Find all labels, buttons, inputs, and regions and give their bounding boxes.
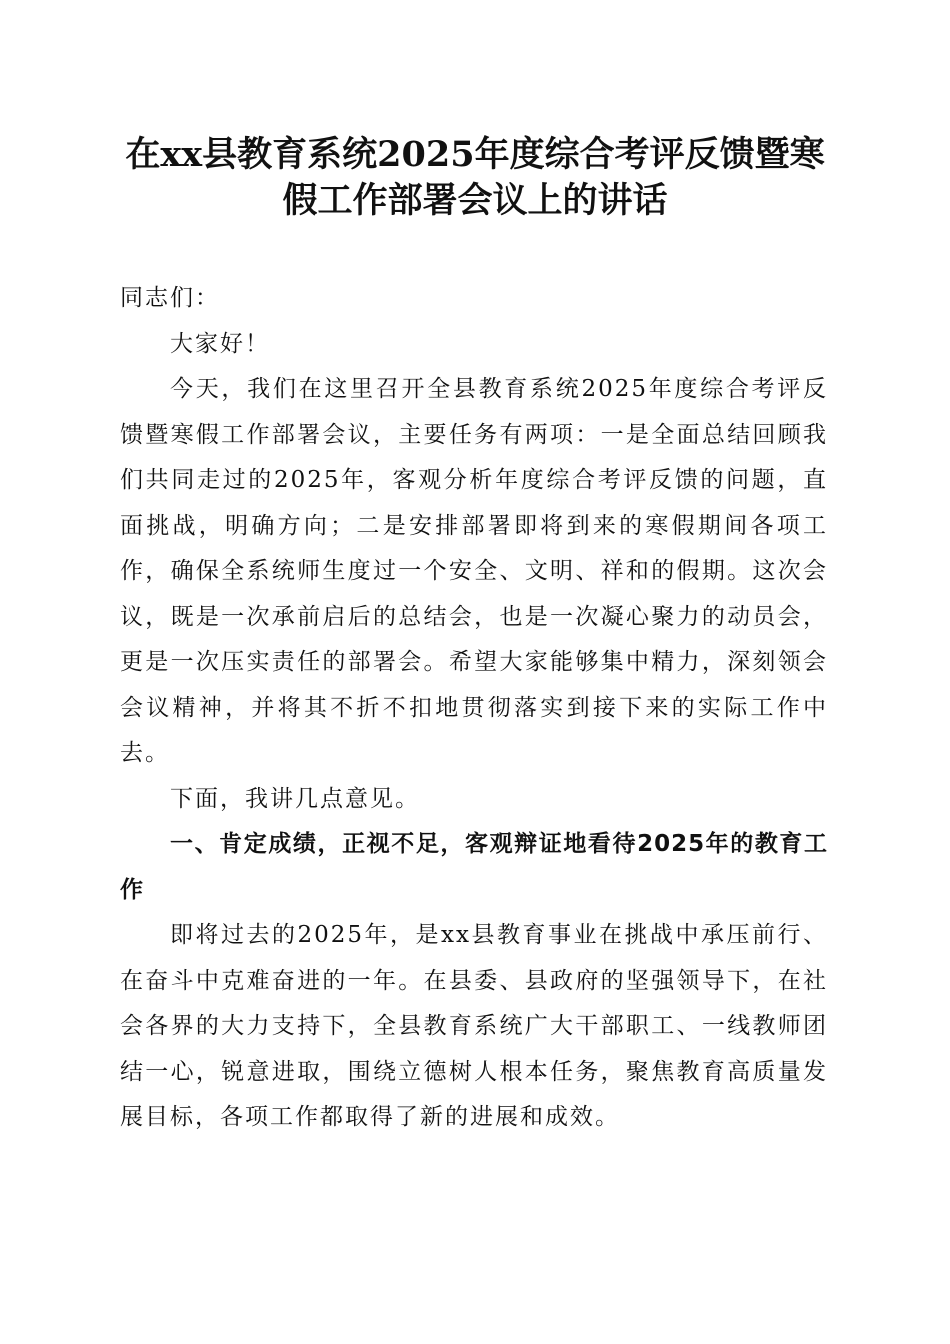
section-1-heading: 一、肯定成绩，正视不足，客观辩证地看待2025年的教育工作 [120, 831, 828, 903]
section-1-paragraph: 即将过去的2025年，是xx县教育事业在挑战中承压前行、在奋斗中克难奋进的一年。在县委、县政府的坚强领导下，在社会各界的大力支持下，全县教育系统广大干部职工、一线教师团结一心，锐意进取，围绕立德树人根本任务，聚焦教育高质量发展目标，各项工作都取得了新的进展和成效。 [120, 922, 828, 1130]
greeting: 大家好！ [170, 330, 270, 357]
title-line-1: 在xx县教育系统2025年度综合考评反馈暨寒 [125, 134, 825, 175]
document-body [120, 276, 828, 1141]
salutation: 同志们： [120, 285, 220, 311]
intro-paragraph: 今天，我们在这里召开全县教育系统2025年度综合考评反馈暨寒假工作部署会议，主要任务有两项：一是全面总结回顾我们共同走过的2025年，客观分析年度综合考评反馈的问题，直面挑战，明确方向；二是安排部署即将到来的寒假期间各项工作，确保全系统师生度过一个安全、文明、祥和的假期。这次会议，既是一次承前启后的总结会，也是一次凝心聚力的动员会，更是一次压实责任的部署会。希望大家能够集中精力，深刻领会会议精神，并将其不折不扣地贯彻落实到接下来的实际工作中去。 [120, 376, 828, 766]
transition-paragraph: 下面，我讲几点意见。 [170, 785, 420, 812]
document-title [110, 132, 840, 224]
title-line-2: 假工作部署会议上的讲话 [282, 180, 668, 221]
